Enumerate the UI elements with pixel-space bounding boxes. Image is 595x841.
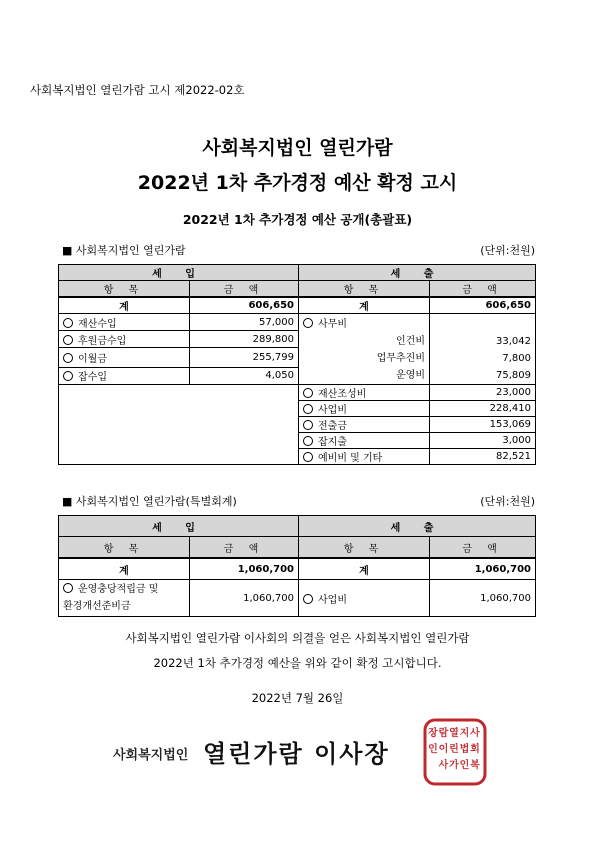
revenue-total-amount: 606,650 (190, 297, 299, 314)
expense-total-amount: 606,650 (430, 297, 536, 314)
expense-item: 전출금 (299, 417, 430, 433)
seal-glyph: 회 (470, 744, 480, 755)
notice-number: 사회복지법인 열린가람 고시 제2022-02호 (30, 83, 245, 97)
seal-glyph: 법 (459, 744, 470, 755)
expense-subamount: 7,800 (502, 353, 531, 364)
seal-glyph: 인 (428, 744, 438, 755)
expense-amount: 1,060,700 (430, 580, 536, 617)
col-item-revenue: 항 목 (59, 537, 190, 559)
table-row (59, 580, 536, 617)
expense-subamount: 75,809 (496, 370, 531, 381)
col-amount-revenue: 금 액 (190, 281, 299, 298)
seal-glyph: 람 (438, 728, 449, 739)
seal-glyph: 가 (449, 760, 459, 771)
col-item-expense: 항 목 (299, 281, 430, 298)
circle-bullet-icon (303, 404, 313, 414)
notice-date: 2022년 7월 26일 (251, 691, 344, 705)
expense-subamount: 33,042 (496, 336, 531, 347)
section2-unit: (단위:천원) (480, 495, 535, 508)
revenue-header: 세 입 (59, 265, 299, 281)
page-subtitle: 2022년 1차 추가경정 예산 공개(총괄표) (182, 212, 413, 227)
revenue-amount: 255,799 (190, 348, 299, 367)
expense-item: 재산조성비 (299, 385, 430, 401)
page-title-line1: 사회복지법인 열린가람 (202, 137, 393, 159)
circle-bullet-icon (63, 583, 73, 593)
seal-glyph: 열 (449, 728, 459, 739)
revenue-item: 운영충당적립금 및 환경개선준비금 (59, 580, 190, 617)
page-title-line2: 2022년 1차 추가경정 예산 확정 고시 (137, 172, 458, 194)
col-item-revenue: 항 목 (59, 281, 190, 298)
revenue-empty-cell (59, 385, 299, 465)
table-row (59, 385, 536, 401)
expense-header: 세 출 (299, 265, 536, 281)
col-amount-revenue: 금 액 (190, 537, 299, 559)
revenue-amount: 57,000 (190, 314, 299, 331)
circle-bullet-icon (303, 420, 313, 430)
revenue-item: 잡수입 (59, 367, 190, 384)
circle-bullet-icon (63, 335, 73, 345)
circle-bullet-icon (63, 371, 73, 381)
revenue-amount: 4,050 (190, 367, 299, 384)
revenue-amount: 289,800 (190, 331, 299, 348)
seal-glyph: 사 (470, 728, 480, 739)
revenue-item-line2: 환경개선준비금 (63, 601, 131, 612)
section1-label: ■ 사회복지법인 열린가람 (62, 244, 186, 257)
closing-text-line2: 2022년 1차 추가경정 예산을 위와 같이 확정 고시합니다. (153, 656, 442, 670)
revenue-item: 이월금 (59, 348, 190, 367)
seal-glyph: 인 (459, 760, 470, 771)
seal-glyph: 린 (449, 744, 459, 755)
official-seal-icon (423, 718, 487, 786)
expense-subitem: 인건비 (396, 336, 425, 347)
revenue-total-label: 계 (59, 558, 190, 580)
expense-office-amounts (430, 314, 536, 385)
revenue-total-amount: 1,060,700 (190, 558, 299, 580)
expense-header: 세 출 (299, 516, 536, 537)
expense-item: 사업비 (299, 580, 430, 617)
expense-total-label: 계 (299, 297, 430, 314)
budget-table-special (58, 515, 536, 617)
expense-amount: 228,410 (430, 401, 536, 417)
seal-glyph: 이 (438, 744, 449, 755)
circle-bullet-icon (303, 388, 313, 398)
signature-organization: 사회복지법인 (113, 748, 189, 763)
expense-item: 잡지출 (299, 433, 430, 449)
section2-label: ■ 사회복지법인 열린가람(특별회계) (62, 495, 237, 508)
revenue-item: 재산수입 (59, 314, 190, 331)
col-item-expense: 항 목 (299, 537, 430, 559)
table-row (59, 314, 536, 331)
seal-glyph: 지 (459, 728, 470, 739)
revenue-amount: 1,060,700 (190, 580, 299, 617)
expense-item: 사업비 (299, 401, 430, 417)
circle-bullet-icon (63, 318, 73, 328)
budget-table-general (58, 264, 536, 465)
col-amount-expense: 금 액 (430, 281, 536, 298)
expense-total-amount: 1,060,700 (430, 558, 536, 580)
expense-subitem: 업무추진비 (376, 353, 425, 364)
expense-amount: 82,521 (430, 449, 536, 465)
circle-bullet-icon (303, 318, 313, 328)
closing-text-line1: 사회복지법인 열린가람 이사회의 의결을 얻은 사회복지법인 열린가람 (125, 631, 470, 645)
revenue-header: 세 입 (59, 516, 299, 537)
expense-amount: 3,000 (430, 433, 536, 449)
signature-name: 열린가람 이사장 (203, 740, 390, 768)
revenue-total-label: 계 (59, 297, 190, 314)
expense-amount: 23,000 (430, 385, 536, 401)
circle-bullet-icon (63, 353, 73, 363)
revenue-item: 후원금수입 (59, 331, 190, 348)
expense-amount: 153,069 (430, 417, 536, 433)
circle-bullet-icon (303, 436, 313, 446)
seal-glyph: 장 (428, 728, 438, 739)
seal-glyph: 복 (470, 760, 480, 771)
circle-bullet-icon (303, 452, 313, 462)
seal-glyph: 사 (438, 760, 449, 771)
expense-subitem: 운영비 (396, 370, 425, 381)
section1-unit: (단위:천원) (480, 244, 535, 257)
circle-bullet-icon (303, 594, 313, 604)
col-amount-expense: 금 액 (430, 537, 536, 559)
expense-item: 예비비 및 기타 (299, 449, 430, 465)
expense-item-office: 사무비 인건비 업무추진비 운영비 (299, 314, 430, 385)
expense-total-label: 계 (299, 558, 430, 580)
